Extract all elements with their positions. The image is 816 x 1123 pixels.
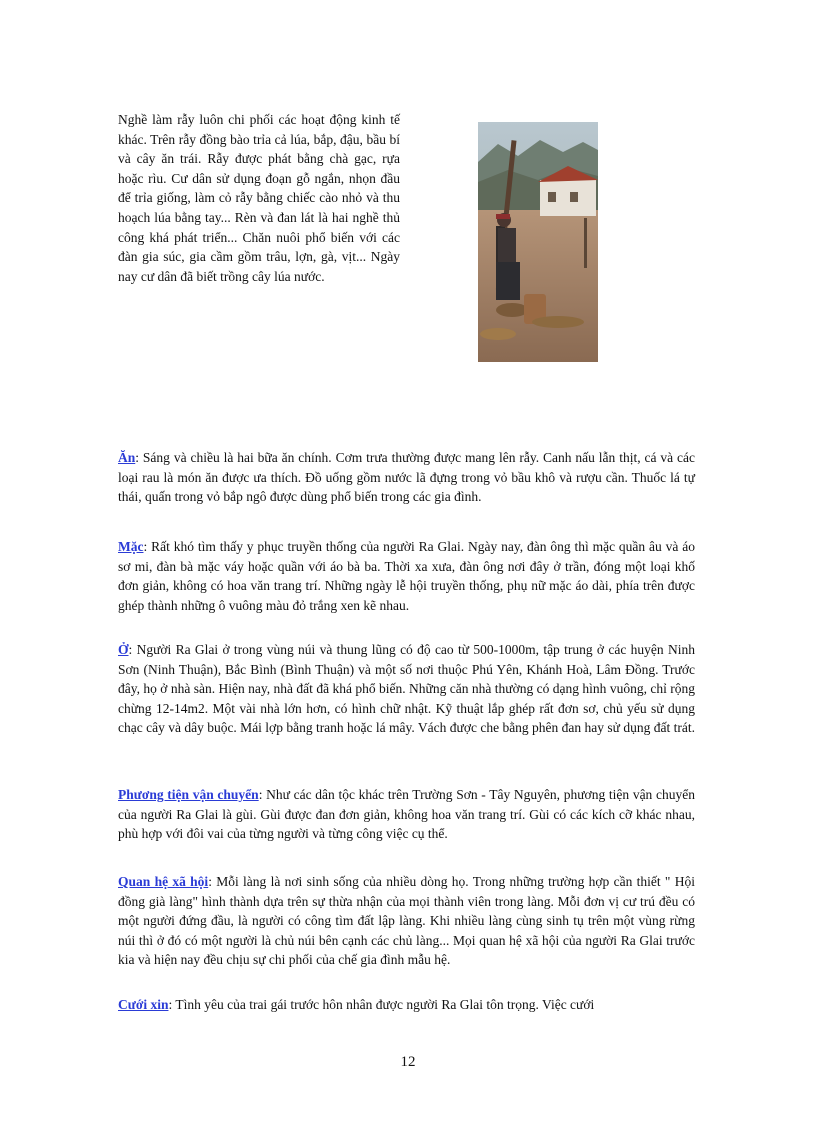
section-transport-term: Phương tiện vận chuyển (118, 787, 259, 802)
section-wedding-term: Cưới xin (118, 997, 169, 1012)
section-an-text: : Sáng và chiều là hai bữa ăn chính. Cơm trưa thường được mang lên rẫy. Canh nấu lẫn thịt, cá và các loại rau là món ăn được ưa thích. Đồ uống gồm nước lã đựng trong vỏ bầu khô và rượu cần. Thuốc lá tự thái, quấn trong vỏ bắp ngô được dùng phổ biến trong các gia đình. (118, 450, 695, 505)
section-transport (118, 785, 695, 844)
section-o (118, 640, 695, 738)
section-o-term: Ở (118, 642, 129, 657)
section-mac (118, 537, 695, 615)
section-social-term: Quan hệ xã hội (118, 874, 209, 889)
section-mac-text: : Rất khó tìm thấy y phục truyền thống của người Ra Glai. Ngày nay, đàn ông thì mặc quần âu và áo sơ mi, đàn bà mặc váy hoặc quần với áo bà ba. Thời xa xưa, đàn ông nơi đây ở trần, đóng một loại khố đơn giản, không có hoa văn trang trí. Những ngày lễ hội truyền thống, phụ nữ mặc áo dài, phía trên được ghép thành những ô vuông màu đỏ trắng xen kẽ nhau. (118, 539, 695, 613)
section-transport-text: : Như các dân tộc khác trên Trường Sơn - Tây Nguyên, phương tiện vận chuyển của người Ra Glai là gùi. Gùi được đan đơn giản, không hoa văn trang trí. Gùi có các kích cỡ khác nhau, phù hợp với đôi vai của từng người và từng công việc cụ thể. (118, 787, 695, 842)
village-photo-illustration (478, 122, 598, 362)
section-an (118, 448, 695, 507)
section-social (118, 872, 695, 970)
section-wedding (118, 995, 695, 1015)
intro-paragraph: Nghề làm rẫy luôn chi phối các hoạt động kinh tế khác. Trên rẫy đồng bào trỉa cả lúa, bắp, đậu, bầu bí và cây ăn trái. Rẫy được phát bằng chà gạc, rựa hoặc rìu. Cư dân sử dụng đoạn gỗ ngắn, nhọn đầu để trỉa giống, làm cỏ rẫy bằng chiếc cào nhỏ và thu hoạch lúa bằng tay... Rèn và đan lát là hai nghề thủ công khá phát triển... Chăn nuôi phổ biến với các đàn gia súc, gia cầm gồm trâu, lợn, gà, vịt... Ngày nay cư dân đã biết trồng cây lúa nước. (118, 112, 400, 284)
section-an-term: Ăn (118, 450, 136, 465)
section-mac-term: Mặc (118, 539, 144, 554)
section-o-text: : Người Ra Glai ở trong vùng núi và thung lũng có độ cao từ 500-1000m, tập trung ở các huyện Ninh Sơn (Ninh Thuận), Bắc Bình (Bình Thuận) và một số nơi thuộc Phú Yên, Khánh Hoà, Lâm Đồng. Trước đây, họ ở nhà sàn. Hiện nay, nhà đất đã khá phổ biến. Những căn nhà thường có dạng hình vuông, chỉ rộng chừng 12-14m2. Một vài nhà lớn hơn, có hình chữ nhật. Kỹ thuật lắp ghép rất đơn sơ, chủ yếu sử dụng chạc cây và dây buộc. Mái lợp bằng tranh hoặc lá mây. Vách được che bằng phên đan hay sử dụng đất trát. (118, 642, 695, 736)
section-wedding-text: : Tình yêu của trai gái trước hôn nhân được người Ra Glai tôn trọng. Việc cưới (168, 997, 595, 1012)
page-number: 12 (400, 1054, 416, 1070)
section-social-text: : Mỗi làng là nơi sinh sống của nhiều dòng họ. Trong những trường hợp cần thiết " Hội đồng già làng" hình thành dựa trên sự thừa nhận của mọi thành viên trong làng. Mỗi đơn vị cư trú đều có một người đứng đầu, là người có công tìm đất lập làng. Khi nhiều làng cùng sinh tụ trên một vùng rừng núi thì ở đó có một người là chủ núi bên cạnh các chủ làng... Mọi quan hệ xã hội của người Ra Glai trước kia và hiện nay đều chịu sự chi phối của chế gia đình mẫu hệ. (118, 874, 695, 968)
village-photo (478, 122, 598, 362)
